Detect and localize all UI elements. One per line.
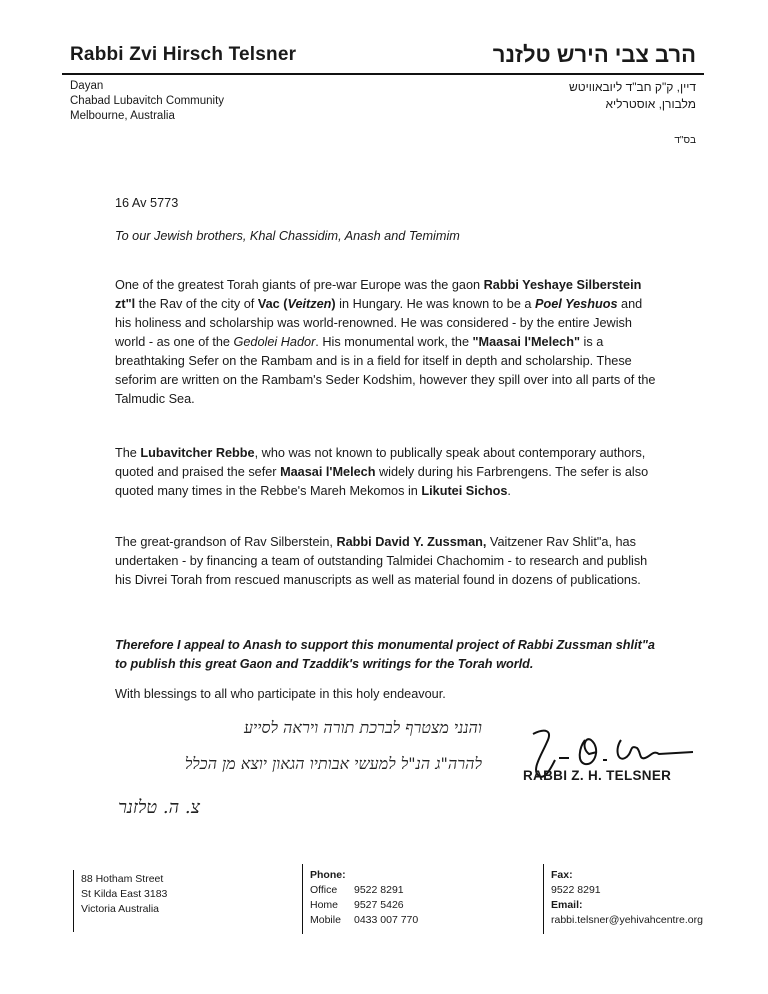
phone-type: Home — [310, 899, 339, 911]
letterhead-name-hebrew: הרב צבי הירש טלזנר — [492, 42, 696, 67]
text-run: widely during his Farbrengens. The sefer is also quoted many times in the Rebbe's Mareh Mekomos in — [115, 464, 649, 498]
footer-address — [81, 872, 167, 917]
salutation: To our Jewish brothers, Khal Chassidim, Anash and Temimim — [115, 229, 460, 243]
phone-row — [310, 898, 418, 913]
text-run: Vaitzener Rav Shlit"a, has undertaken - by financing a team of outstanding Talmidei Chachomim - to research and publish his Divrei Torah from rescued manuscripts as well as material found in dozens of publications. — [115, 534, 648, 587]
text-run: "Maasai l'Melech" — [472, 334, 580, 349]
text-run: Rabbi David Y. Zussman, — [336, 534, 487, 549]
fax-number: 9522 8291 — [551, 884, 601, 896]
text-run: Likutei Sichos — [421, 483, 508, 498]
handwritten-signature-hebrew: צ. ה. טלזנר — [118, 797, 200, 818]
footer-fax-email-block — [551, 868, 703, 928]
title-line: Dayan — [70, 80, 104, 92]
text-run: the Rav of the city of — [135, 296, 258, 311]
paragraph-3 — [115, 533, 660, 590]
text-run: The — [115, 445, 141, 460]
footer-divider — [73, 870, 74, 932]
closing-line: With blessings to all who participate in this holy endeavour. — [115, 687, 446, 701]
text-run: Vac ( — [257, 296, 288, 311]
paragraph-1 — [115, 276, 660, 409]
fax-label: Fax: — [551, 869, 573, 881]
letterhead-title-english — [70, 79, 224, 124]
text-run: Rabbi Yeshaye Silberstein — [483, 277, 642, 292]
phone-label: Phone: — [310, 869, 346, 881]
phone-row — [310, 913, 418, 928]
title-line: Chabad Lubavitch Community — [70, 95, 225, 107]
title-line: דיין, ק"ק חב"ד ליובאוויטש — [569, 80, 696, 94]
text-run: . — [507, 483, 511, 498]
title-line: Melbourne, Australia — [70, 110, 175, 122]
email-address: rabbi.telsner@yehivahcentre.org — [551, 914, 703, 926]
footer-phone-block — [310, 868, 418, 928]
text-run: is a breathtaking Sefer on the Rambam and is in a field for itself in depth and scholarship. These seforim are written on the Rambam's Seder Kodshim, however they spill over into all parts of the Talmudic Sea. — [115, 334, 656, 406]
text-run: Maasai l'Melech — [280, 464, 376, 479]
phone-number: 9527 5426 — [354, 899, 404, 911]
text-run: One of the greatest Torah giants of pre-war Europe was the gaon — [115, 277, 484, 292]
text-run: , who was not known to publically speak about contemporary authors, quoted and praised the sefer — [115, 445, 646, 479]
signature-name: RABBI Z. H. TELSNER — [523, 768, 672, 783]
text-run: Poel Yeshuos — [535, 296, 618, 311]
text-run: zt"l — [115, 296, 136, 311]
appeal-paragraph: Therefore I appeal to Anash to support this monumental project of Rabbi Zussman shlit"a to publish this great Gaon and Tzaddik's writings for the Torah world. — [115, 637, 655, 671]
text-run: and his holiness and scholarship was world-renowned. He was considered - by the entire Jewish world - as one of the — [115, 296, 643, 349]
email-label: Email: — [551, 899, 583, 911]
text-run: The great-grandson of Rav Silberstein, — [115, 534, 337, 549]
text-run: in Hungary. He was known to be a — [335, 296, 535, 311]
phone-type: Office — [310, 884, 338, 896]
handwritten-note-line: והנני מצטרף לברכת תורה ויראה לסייע — [243, 718, 482, 737]
phone-row — [310, 883, 418, 898]
text-run: Lubavitcher Rebbe — [140, 445, 255, 460]
address-line: 88 Hotham Street — [81, 873, 164, 885]
address-line: Victoria Australia — [81, 903, 160, 915]
paragraph-2 — [115, 444, 660, 501]
footer-divider — [543, 864, 544, 934]
title-line: מלבורן, אוסטרליא — [605, 97, 696, 111]
phone-number: 9522 8291 — [354, 884, 404, 896]
bsd-mark: בס"ד — [674, 135, 696, 146]
text-run: Veitzen — [287, 296, 332, 311]
letterhead-title-hebrew — [569, 79, 696, 113]
text-run: Gedolei Hador — [233, 334, 316, 349]
letterhead-divider — [62, 73, 704, 75]
address-line: St Kilda East 3183 — [81, 888, 168, 900]
footer-divider — [302, 864, 303, 934]
phone-type: Mobile — [310, 914, 341, 926]
handwritten-note-line: להרה"ג הנ"ל למעשי אבותיו הגאון יוצא מן הכלל — [184, 754, 482, 773]
phone-number: 0433 007 770 — [354, 914, 419, 926]
text-run: . His monumental work, the — [315, 334, 473, 349]
text-run: ) — [331, 296, 336, 311]
letterhead-name-english: Rabbi Zvi Hirsch Telsner — [70, 44, 297, 65]
letter-date: 16 Av 5773 — [115, 196, 179, 210]
